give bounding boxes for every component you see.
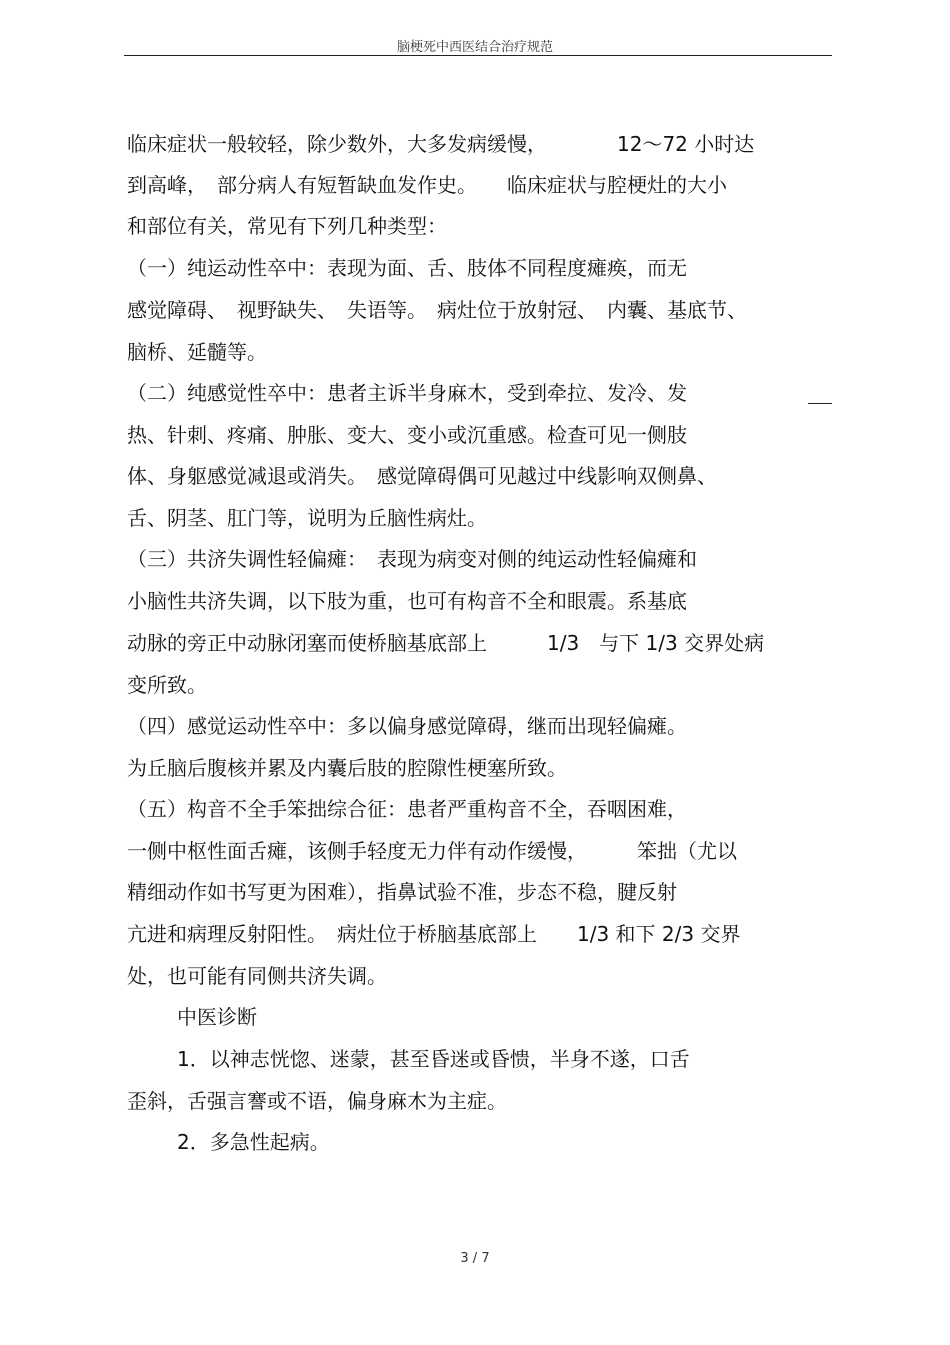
list-item-2: 2．多急性起病。 — [177, 1130, 330, 1154]
list-item-1-line-2: 歪斜，舌强言謇或不语，偏身麻木为主症。 — [127, 1089, 507, 1113]
body-line-17: （五）构音不全手笨拙综合征：患者严重构音不全，吞咽困难， — [127, 797, 687, 821]
body-line-15: （四）感觉运动性卒中：多以偏身感觉障碍，继而出现轻偏瘫。 — [127, 714, 687, 738]
body-line-3: 和部位有关，常见有下列几种类型： — [127, 214, 447, 238]
body-line-12: 小脑性共济失调，以下肢为重，也可有构音不全和眼震。系基底 — [127, 589, 687, 613]
header-rule — [124, 55, 832, 56]
body-line-6: 脑桥、延髓等。 — [127, 340, 267, 364]
body-line-1: 临床症状一般较轻，除少数外，大多发病缓慢， 12～72 小时达 — [127, 132, 755, 156]
body-line-8: 热、针刺、疼痛、肿胀、变大、变小或沉重感。检查可见一侧肢 — [127, 423, 687, 447]
body-line-13: 动脉的旁正中动脉闭塞而使桥脑基底部上 1/3 与下 1/3 交界处病 — [127, 631, 765, 655]
body-line-4: （一）纯运动性卒中：表现为面、舌、肢体不同程度瘫痪，而无 — [127, 256, 687, 280]
body-line-11: （三）共济失调性轻偏瘫： 表现为病变对侧的纯运动性轻偏瘫和 — [127, 547, 697, 571]
body-line-10: 舌、阴茎、肛门等，说明为丘脑性病灶。 — [127, 506, 487, 530]
body-line-18: 一侧中枢性面舌瘫，该侧手轻度无力伴有动作缓慢， 笨拙（尤以 — [127, 839, 737, 863]
body-line-5: 感觉障碍、 视野缺失、 失语等。 病灶位于放射冠、 内囊、基底节、 — [127, 298, 747, 322]
blank-underline-mark — [808, 403, 832, 404]
body-line-7: （二）纯感觉性卒中：患者主诉半身麻木，受到牵拉、发冷、发 — [127, 381, 687, 405]
body-line-20: 亢进和病理反射阳性。 病灶位于桥脑基底部上 1/3 和下 2/3 交界 — [127, 922, 741, 946]
body-line-21: 处，也可能有同侧共济失调。 — [127, 964, 387, 988]
list-item-1-line-1: 1．以神志恍惚、迷蒙，甚至昏迷或昏愦，半身不遂，口舌 — [177, 1047, 690, 1071]
body-line-9: 体、身躯感觉减退或消失。 感觉障碍偶可见越过中线影响双侧鼻、 — [127, 464, 717, 488]
body-line-19: 精细动作如书写更为困难），指鼻试验不准，步态不稳，腱反射 — [127, 880, 677, 904]
section-title-tcm-diagnosis: 中医诊断 — [177, 1005, 257, 1029]
body-line-16: 为丘脑后腹核并累及内囊后肢的腔隙性梗塞所致。 — [127, 756, 567, 780]
body-line-14: 变所致。 — [127, 673, 207, 697]
body-line-2: 到高峰， 部分病人有短暂缺血发作史。 临床症状与腔梗灶的大小 — [127, 173, 727, 197]
page-header-title: 脑梗死中西医结合治疗规范 — [396, 40, 553, 55]
page-number: 3 / 7 — [460, 1251, 490, 1266]
